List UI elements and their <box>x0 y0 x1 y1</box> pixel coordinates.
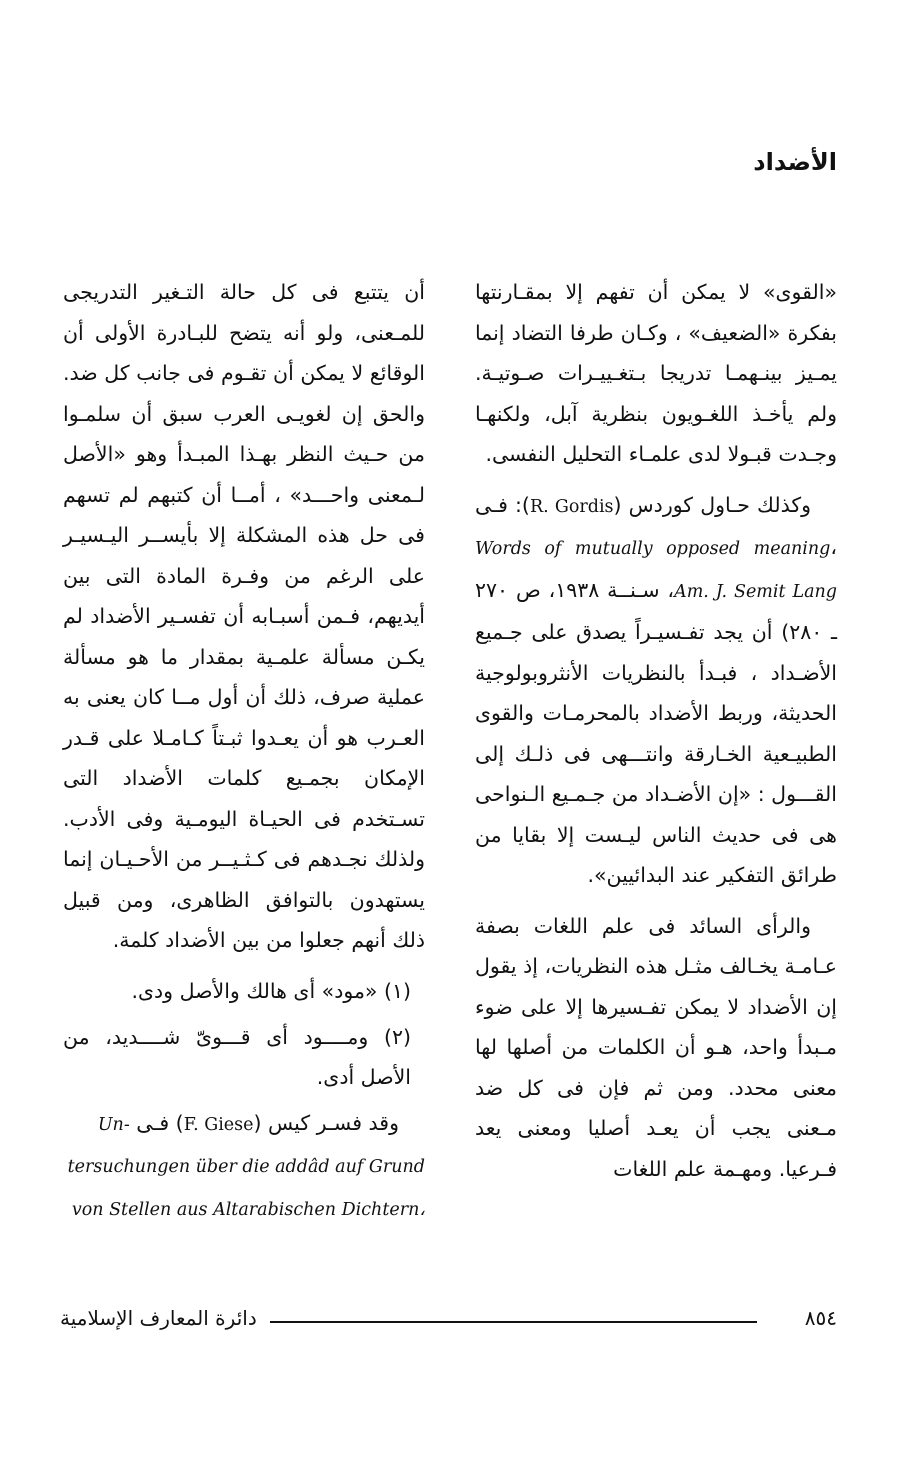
giese-title-part-2: tersuchungen über die addâd auf Grund <box>67 1157 425 1177</box>
giese-fi: ) فـى <box>129 1110 184 1135</box>
gordis-article-title: Words of mutually opposed meaning <box>475 539 831 559</box>
paragraph-gordis <box>475 485 837 896</box>
paragraph-giese <box>63 1103 425 1231</box>
gordis-name: R. Gordis <box>529 496 614 517</box>
paragraph-arab-linguists: أن يتتبع فى كل حالة التـغير التدريجى للمـعنى، ولو أنه يتضح للبـادرة الأولى أن الوقائع لا يمكن أن تقـوم فى جانب كل ضد. والحق إن لغويـى العرب سبق أن سلمـوا من حـيث النظر بهـذا المبـدأ وهو «الأصل لـمعنى واحـــد» ، أمــا أن كتبهم لم تسهم فى حل هذه المشكلة إلا بأيســر اليـسيـر على الرغم من وفـرة المادة التى بين أيديهم، فـمن أسبـابه أن تفسـير الأضداد لم يكـن مسألة علمـية بمقدار ما هو مسألة عملية صرف، ذلك أن أول مــا كان يعنى به العـرب هو أن يعـدوا ثبـتاً كـامـلا على قـدر الإمكان بجمـيع كلمات الأضداد التى تسـتخدم فى الحيـاة اليومـية وفى الأدب. ولذلك نجـدهم فى كـثـيــر من الأحـيـان إنما يستهدون بالتوافق الظاهرى، ومن قبيل ذلك أنهم جعلوا من بين الأضداد كلمة. <box>63 280 425 952</box>
paragraph-linguistics-view: والرأى السائد فى علم اللغات بصفة عـامـة يخـالف مثـل هذه النظريات، إذ يقول إن الأضداد لا يمكن تفـسيرها إلا على ضوء مـبدأ واحد، هـو أن الكلمات من أصلها لها معنى محدد. ومن ثم فإن فى كل ضد مـعنى يجب أن يعـد أصليا ومعنى يعد فـرعيا. ومهـمة علم اللغات <box>475 913 837 1181</box>
gordis-body: ، سـنــة ١٩٣٨، ص ٢٧٠ ـ ٢٨٠) أن يجد تفـسيـراً يصدق على جـميع الأضـداد ، فبـدأ بالنظريات الأنثروبولوجية الحديثة، وربط الأضداد بالمحرمـات والقوى الطبيـعية الخـارقة وانتـــهى فى ذلـك إلى القـــول : «إن الأضـداد من جـمـيع الـنواحى هى فى حديث الناس ليـست إلا بقايا من طرائق التفكير عند البدائيين». <box>475 577 837 887</box>
page-footer <box>60 1306 837 1336</box>
giese-intro: وقد فسـر كيس ( <box>253 1110 399 1135</box>
paragraph-abel-theory: «القوى» لا يمكن أن تفهم إلا بمقـارنتها بفكرة «الضعيف» ، وكـان طرفا التضاد إنما يمـيز بينـهمـا تدريجا بـتغـييـرات صـوتيـة. ولم يأخـذ اللغـويون بنظرية آبل، ولكنهـا وجـدت قبـولا لدى علمـاء التحليل النفسى. <box>475 280 837 466</box>
giese-title-part-3: von Stellen aus Altarabischen Dichtern، <box>71 1199 425 1220</box>
footnote-2: (٢) ومــــود أى قـــوىّ شــــديد، من الأصل أدى. <box>63 1024 411 1089</box>
page-number: ٨٥٤ <box>804 1306 837 1330</box>
giese-title-part-1: Un- <box>97 1114 130 1135</box>
left-column <box>63 272 425 1240</box>
page-title: الأضداد <box>753 148 837 176</box>
publication-name: دائرة المعارف الإسلامية <box>60 1306 257 1330</box>
giese-name: F. Giese <box>183 1114 254 1135</box>
gordis-journal: Am. J. Semit Lang <box>674 581 837 602</box>
gordis-fi: ): فـى <box>475 492 530 517</box>
gordis-intro: وكذلك حـاول كوردس ( <box>613 492 811 517</box>
footer-divider <box>270 1321 757 1323</box>
right-column <box>475 272 837 1199</box>
footnote-1: (١) «مود» أى هالك والأصل ودى. <box>131 978 411 1003</box>
gordis-comma: ، <box>830 535 837 559</box>
